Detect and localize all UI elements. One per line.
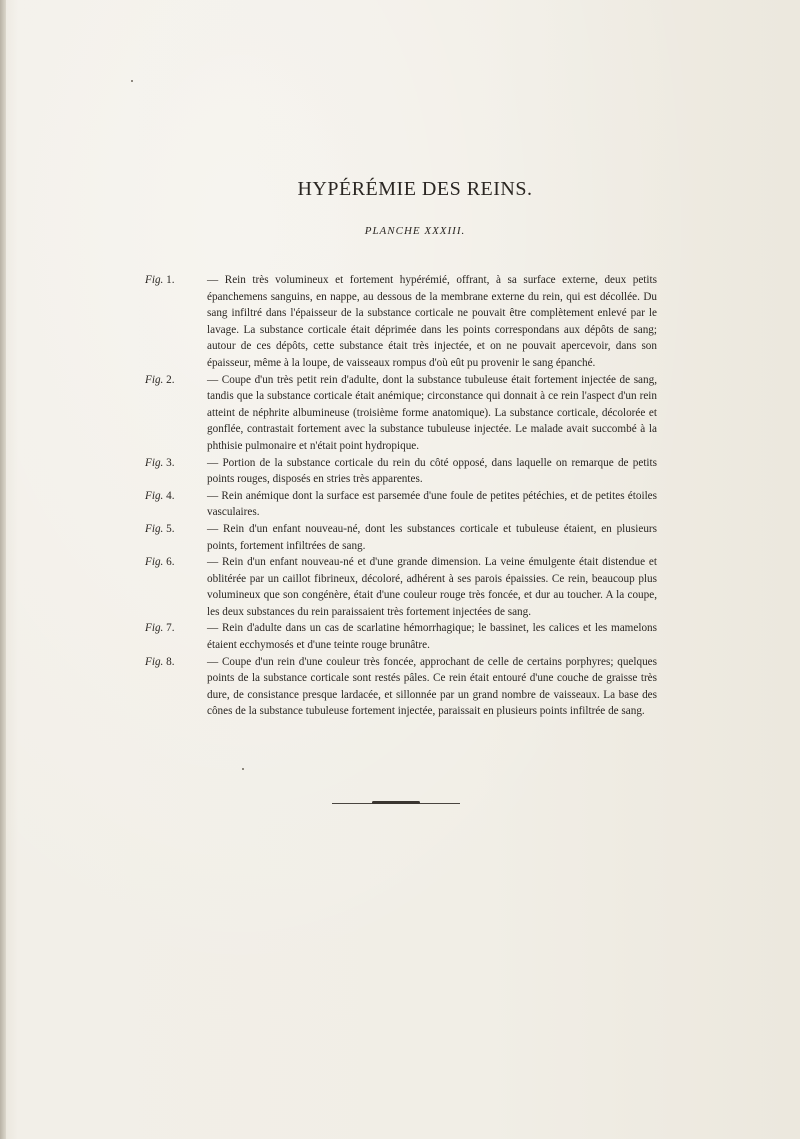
- figure-label: Fig. 2.: [145, 373, 175, 386]
- figure-text: — Rein anémique dont la surface est parsemée d'une foule de petites pétéchies, et de petites étoiles vasculaires.: [207, 489, 657, 519]
- figure-text: — Coupe d'un très petit rein d'adulte, dont la substance tubuleuse était fortement injectée de sang, tandis que la substance corticale était anémique; circonstance qui donnait à ce rein l'aspect d'un rein atteint de néphrite albumineuse (troisième forme anatomique). La substance corticale, décolorée et gonflée, contrastait fortement avec la substance tubuleuse injectée. Le malade avait succombé à la phthisie pulmonaire et n'était point hydropique.: [207, 373, 657, 452]
- figure-label: Fig. 8.: [145, 655, 175, 668]
- figure-label: Fig. 3.: [145, 456, 175, 469]
- figure-entry-5: [145, 521, 657, 554]
- figure-entry-6: [145, 554, 657, 620]
- figure-entry-2: [145, 372, 657, 455]
- figure-label: Fig. 6.: [145, 556, 175, 569]
- figure-text: — Coupe d'un rein d'une couleur très foncée, approchant de celle de certains porphyres; quelques points de la substance corticale sont restés pâles. Ce rein était entouré d'une couche de graisse très dure, de consistance presque lardacée, et sillonnée par un grand nombre de vaisseaux. La base des cônes de la substance tubuleuse fortement injectée, paraissait en plusieurs points infiltrée de sang.: [207, 655, 657, 718]
- page-title: HYPÉRÉMIE DES REINS.: [297, 178, 533, 201]
- ornamental-rule-center: [372, 801, 420, 804]
- figure-descriptions: [145, 272, 657, 720]
- figure-entry-7: [145, 620, 657, 653]
- paper-speck: [131, 80, 133, 82]
- plate-number: PLANCHE XXXIII.: [364, 225, 466, 237]
- figure-label: Fig. 4.: [145, 489, 175, 502]
- figure-entry-1: [145, 272, 657, 372]
- figure-entry-4: [145, 488, 657, 521]
- figure-entry-8: [145, 654, 657, 720]
- figure-label: Fig. 7.: [145, 622, 175, 635]
- figure-label: Fig. 5.: [145, 522, 175, 535]
- binding-edge: [0, 0, 6, 1139]
- figure-label: Fig. 1.: [145, 274, 175, 286]
- figure-text: — Portion de la substance corticale du rein du côté opposé, dans laquelle on remarque de petits points rouges, disposés en stries très apparentes.: [207, 456, 657, 486]
- figure-text: — Rein d'un enfant nouveau-né, dont les substances corticale et tubuleuse étaient, en plusieurs points, fortement infiltrées de sang.: [207, 522, 657, 552]
- figure-text: — Rein d'adulte dans un cas de scarlatine hémorrhagique; le bassinet, les calices et les mamelons étaient ecchymosés et d'une teinte rouge brunâtre.: [207, 622, 657, 652]
- figure-text: — Rein très volumineux et fortement hypérémié, offrant, à sa surface externe, deux petits épanchemens sanguins, en nappe, au dessous de la membrane externe du rein, qui est décollée. Du sang infiltré dans l'épaisseur de la substance corticale ne pouvait être complètement enlevé par le lavage. La substance corticale était déprimée dans les points correspondans aux dépôts de sang; autour de ces dépôts, cette substance était très injectée, et on ne pouvait apercevoir, dans son épaisseur, même à la loupe, de vaisseaux rompus d'où eût pu provenir le sang épanché.: [207, 274, 657, 369]
- figure-entry-3: [145, 455, 657, 488]
- figure-text: — Rein d'un enfant nouveau-né et d'une grande dimension. La veine émulgente était distendue et oblitérée par un caillot fibrineux, décoloré, adhérent à ses parois épaissies. Ce rein, beaucoup plus volumineux que son congénère, était d'une couleur rouge très foncée, et dur au toucher. A la coupe, les deux substances du rein paraissaient très fortement injectées de sang.: [207, 556, 657, 618]
- paper-speck: [242, 768, 244, 770]
